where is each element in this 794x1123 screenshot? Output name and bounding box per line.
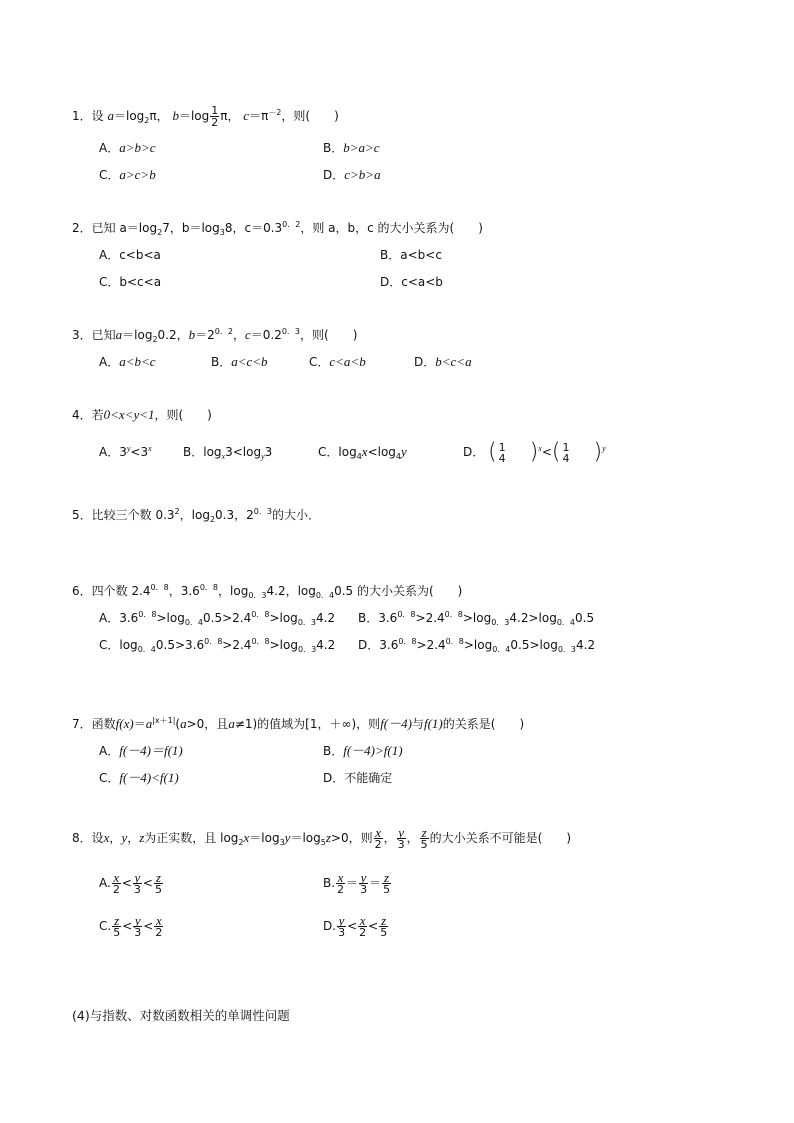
question-7-stem: 7．函数$f(x)=a^{|x+1|}(a>0$，且a≠1)的值域为[1，＋∞)，则f(－4)与f(1)的关系是( ) (72, 716, 525, 731)
question-7-option-b[interactable]: B．f(－4)>f(1) (323, 743, 403, 758)
question-2-option-d[interactable]: D．c<a<b (380, 275, 443, 289)
right-paren-icon: ) (529, 439, 539, 465)
question-1-option-a[interactable]: A．a>b>c (99, 140, 156, 155)
question-6-option-b[interactable]: B．$3.6^{0.8}>2.4^{0.8}>\log_{0.3}4.2>\log_{0.4}0.5$ (358, 610, 595, 627)
question-1-option-c[interactable]: C．a>c>b (99, 167, 156, 182)
fraction-quarter: 1 4 (498, 440, 506, 465)
question-1-stem: 1．设 $a=\log_2\pi$， b＝log $\frac{1}{2}$ π， $c=\pi^{-2}$，则( ) (72, 104, 339, 129)
question-3-option-b[interactable]: B．a<c<b (211, 354, 268, 369)
question-7-option-a[interactable]: A．f(－4)＝f(1) (99, 743, 183, 758)
fraction-z-over-5: $\frac{z}{5}$ (420, 825, 428, 851)
question-6-option-d[interactable]: D．$3.6^{0.8}>2.4^{0.8}>\log_{0.4}0.5>\log_{0.3}4.2$ (358, 637, 596, 654)
question-3-option-d[interactable]: D．b<c<a (414, 354, 472, 369)
question-1-option-b[interactable]: B．b>a>c (323, 140, 380, 155)
question-2-stem: 2．已知 $a=\log_27$，$b=\log_38$，$c=0.3^{0.2}$，则 a，b，c 的大小关系为( ) (72, 220, 483, 237)
question-2-option-a[interactable]: A．c<b<a (99, 248, 161, 262)
question-4-option-b[interactable]: B．$\log_x3<\log_y3$ (183, 445, 273, 461)
question-4-stem: 4．若0<x<y<1，则( ) (72, 407, 212, 422)
question-3-option-c[interactable]: C．c<a<b (309, 354, 366, 369)
fraction-y-over-3: $\frac{y}{3}$ (397, 825, 405, 851)
fraction-half: $\frac{1}{2}$ (211, 104, 219, 129)
question-2-option-b[interactable]: B．a<b<c (380, 248, 442, 262)
question-5-stem: 5．比较三个数 $0.3^2$，$\log_20.3$，$2^{0.3}$的大小． (72, 507, 320, 524)
section-heading: (4)与指数、对数函数相关的单调性问题 (72, 1008, 290, 1023)
question-8-stem: 8．设x，y，z为正实数，且 $\log_2x=\log_3y=\log_5z>0$，则 $\frac{x}{2}$ ， $\frac{y}{3}$ ， $\frac{z}{5}$ 的大小关系不可能是( ) (72, 825, 572, 851)
question-8-option-c[interactable]: C. $\frac{z}{5}$ < $\frac{y}{3}$ < $\frac{x}{2}$ (99, 913, 163, 939)
question-1-option-d[interactable]: D．c>b>a (323, 167, 381, 182)
question-4-option-d[interactable]: D． ( 1 4 )$^x$<( 1 4 )$^y$ (463, 439, 606, 465)
question-3-option-a[interactable]: A．a<b<c (99, 354, 156, 369)
question-8-option-a[interactable]: A. $\frac{x}{2}$ < $\frac{y}{3}$ < $\frac{z}{5}$ (99, 870, 162, 896)
question-7-option-d[interactable]: D．不能确定 (323, 771, 393, 785)
left-paren-icon: ( (488, 439, 497, 465)
left-paren-icon: ( (551, 439, 561, 465)
question-4-option-a[interactable]: A．$3^y<3^x$ (99, 444, 152, 459)
question-6-stem: 6．四个数 $2.4^{0.8}$，$3.6^{0.8}$，$\log_{0.3}4.2$，$\log_{0.4}0.5$ 的大小关系为( ) (72, 583, 463, 600)
question-8-option-b[interactable]: B. $\frac{x}{2}$ ＝ $\frac{y}{3}$ ＝ $\frac{z}{5}$ (323, 870, 391, 896)
fraction-quarter: 1 4 (562, 440, 570, 465)
question-7-option-c[interactable]: C．f(－4)<f(1) (99, 770, 179, 785)
fraction-x-over-2: $\frac{x}{2}$ (374, 825, 382, 851)
question-4-option-c[interactable]: C．$\log_4x<\log_4y$ (318, 444, 407, 461)
question-6-option-c[interactable]: C．$\log_{0.4}0.5>3.6^{0.8}>2.4^{0.8}>\log_{0.3}4.2$ (99, 637, 336, 654)
question-2-option-c[interactable]: C．b<c<a (99, 275, 162, 289)
question-3-stem: 3．已知$a=\log_20.2$，$b=2^{0.2}$，$c=0.2^{0.3}$，则( ) (72, 327, 358, 344)
question-8-option-d[interactable]: D. $\frac{y}{3}$ < $\frac{x}{2}$ < $\frac{z}{5}$ (323, 913, 388, 939)
question-6-option-a[interactable]: A．$3.6^{0.8}>\log_{0.4}0.5>2.4^{0.8}>\log_{0.3}4.2$ (99, 610, 336, 627)
right-paren-icon: ) (593, 439, 603, 465)
